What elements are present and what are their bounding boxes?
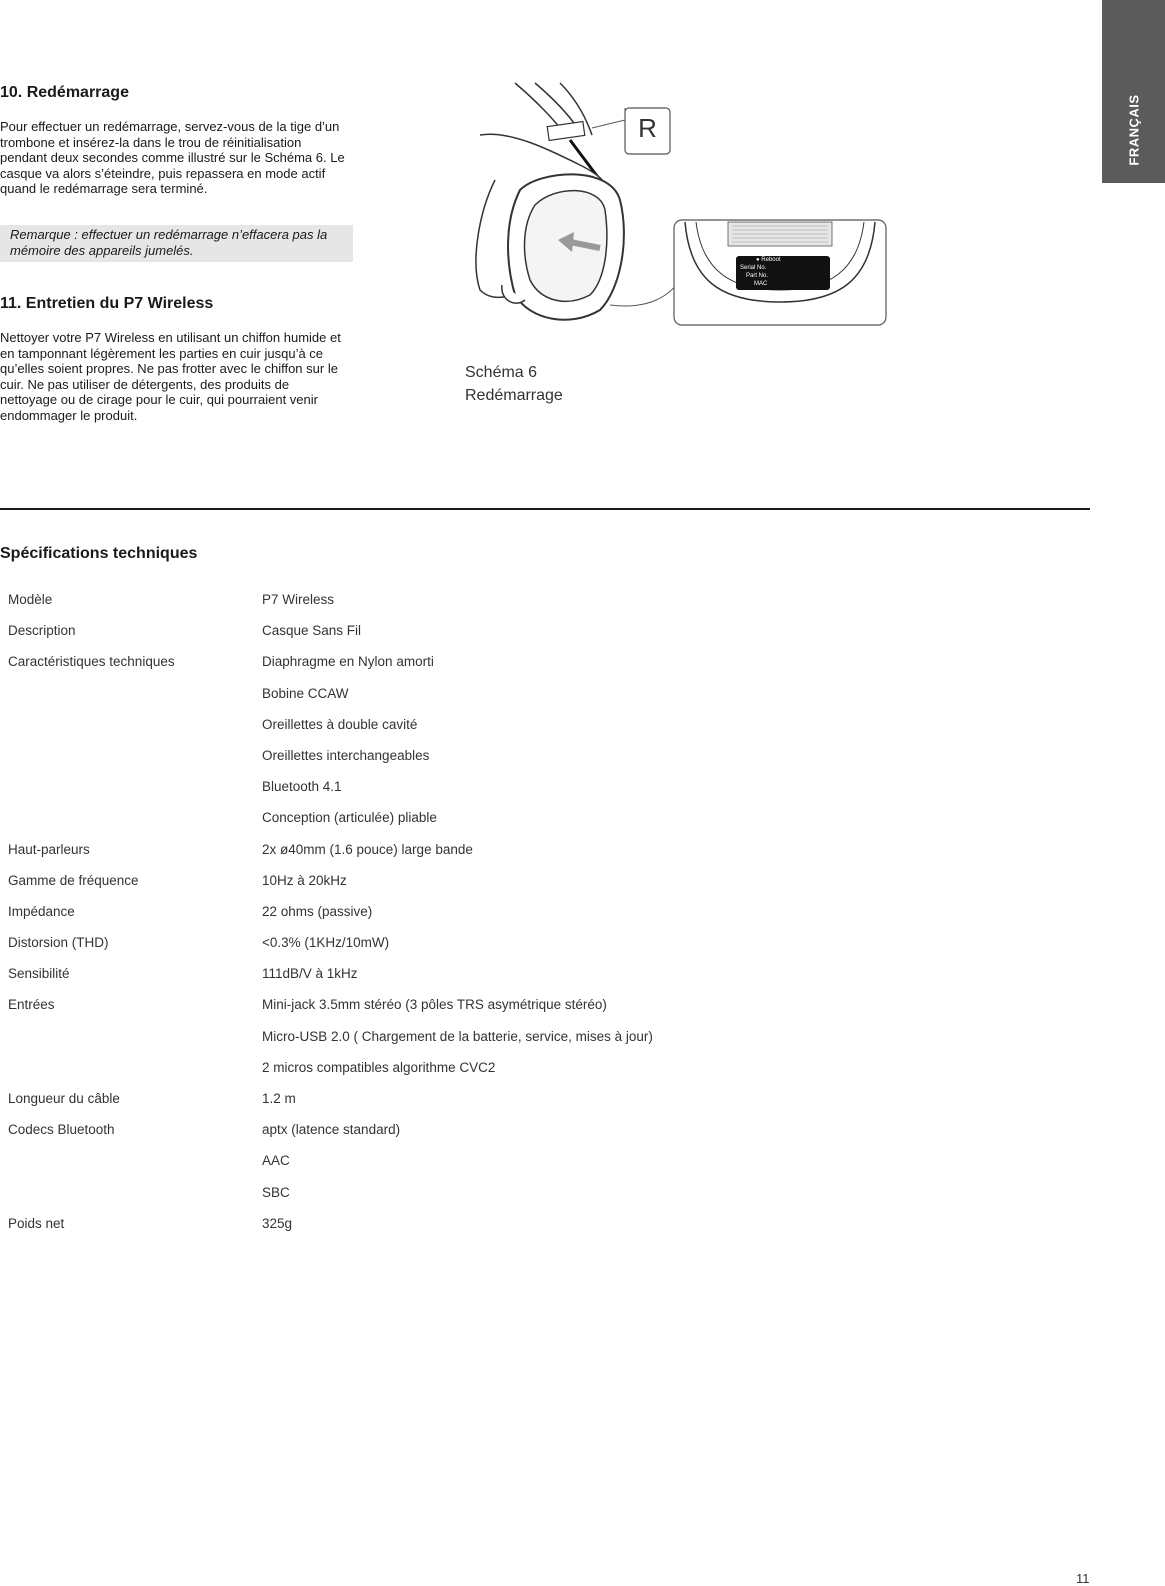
label-mac: MAC xyxy=(754,281,768,287)
language-tab-label: FRANÇAIS xyxy=(1126,94,1141,166)
callout-letter: R xyxy=(638,113,657,143)
spec-value: Micro-USB 2.0 ( Chargement de la batterie, service, mises à jour) xyxy=(262,1028,653,1044)
spec-label: Description xyxy=(8,623,76,639)
spec-label: Modèle xyxy=(8,592,53,607)
page-number: 11 xyxy=(1076,1571,1090,1586)
section-11-title: 11. Entretien du P7 Wireless xyxy=(0,295,214,312)
spec-value: <0.3% (1KHz/10mW) xyxy=(262,935,390,951)
specs-title: Spécifications techniques xyxy=(0,545,198,562)
spec-value: Oreillettes interchangeables xyxy=(262,747,430,763)
reset-illustration xyxy=(460,80,900,330)
spec-label: Gamme de fréquence xyxy=(8,872,139,888)
spec-label: Poids net xyxy=(8,1215,65,1231)
label-part-no: Part No. xyxy=(746,273,769,279)
label-serial-no: Serial No. xyxy=(740,265,767,271)
spec-value: AAC xyxy=(262,1153,290,1169)
spec-value: 2x ø40mm (1.6 pouce) large bande xyxy=(262,841,473,857)
spec-label: Longueur du câble xyxy=(8,1091,120,1106)
spec-value: Casque Sans Fil xyxy=(262,623,362,639)
spec-label: Impédance xyxy=(8,903,75,919)
spec-label: Caractéristiques techniques xyxy=(8,654,175,670)
spec-value: 22 ohms (passive) xyxy=(262,903,373,919)
spec-label: Distorsion (THD) xyxy=(8,935,109,951)
spec-value: Oreillettes à double cavité xyxy=(262,716,418,732)
spec-label: Haut-parleurs xyxy=(8,841,90,857)
section-11-body: Nettoyer votre P7 Wireless en utilisant un chiffon humide et en tamponnant légèrement les parties en cuir jusqu’à ce qu’elles soient propres. Ne pas frotter avec le chiffon sur le cuir. Ne pas utiliser de détergents, des produits de nettoyage ou de cirage pour le cuir, qui pourraient venir endommager le produit. xyxy=(0,330,341,423)
spec-value: Diaphragme en Nylon amorti xyxy=(262,654,434,670)
spec-label: Codecs Bluetooth xyxy=(8,1122,115,1138)
figure-caption xyxy=(465,361,563,407)
section-10-title: 10. Redémarrage xyxy=(0,84,129,101)
spec-value: Conception (articulée) pliable xyxy=(262,810,437,826)
caption-figure-title: Redémarrage xyxy=(465,387,563,404)
language-tab xyxy=(1102,0,1165,183)
spec-value: P7 Wireless xyxy=(262,592,335,607)
caption-figure-number: Schéma 6 xyxy=(465,364,538,381)
label-reboot: ● Reboot xyxy=(756,257,781,263)
spec-value: 2 micros compatibles algorithme CVC2 xyxy=(262,1059,496,1075)
spec-value: Bluetooth 4.1 xyxy=(262,779,342,795)
section-10-body: Pour effectuer un redémarrage, servez-vous de la tige d’un trombone et insérez-la dans le trou de réinitialisation pendant deux secondes comme illustré sur le Schéma 6. Le casque va alors s’éteindre, puis repassera en mode actif quand le redémarrage sera terminé. xyxy=(0,119,345,197)
spec-value: 10Hz à 20kHz xyxy=(262,872,347,888)
spec-label: Entrées xyxy=(8,997,55,1013)
spec-value: 325g xyxy=(262,1215,293,1231)
spec-value: SBC xyxy=(262,1184,290,1200)
reset-note: Remarque : effectuer un redémarrage n’effacera pas la mémoire des appareils jumelés. xyxy=(0,225,353,262)
spec-value: aptx (latence standard) xyxy=(262,1122,401,1138)
headphone-reset-drawing xyxy=(460,80,900,330)
spec-value: 111dB/V à 1kHz xyxy=(262,966,358,982)
spec-label: Sensibilité xyxy=(8,966,70,982)
spec-value: Mini-jack 3.5mm stéréo (3 pôles TRS asymétrique stéréo) xyxy=(262,997,607,1013)
spec-value: Bobine CCAW xyxy=(262,685,349,701)
section-divider xyxy=(0,508,1090,510)
spec-value: 1.2 m xyxy=(262,1091,296,1106)
